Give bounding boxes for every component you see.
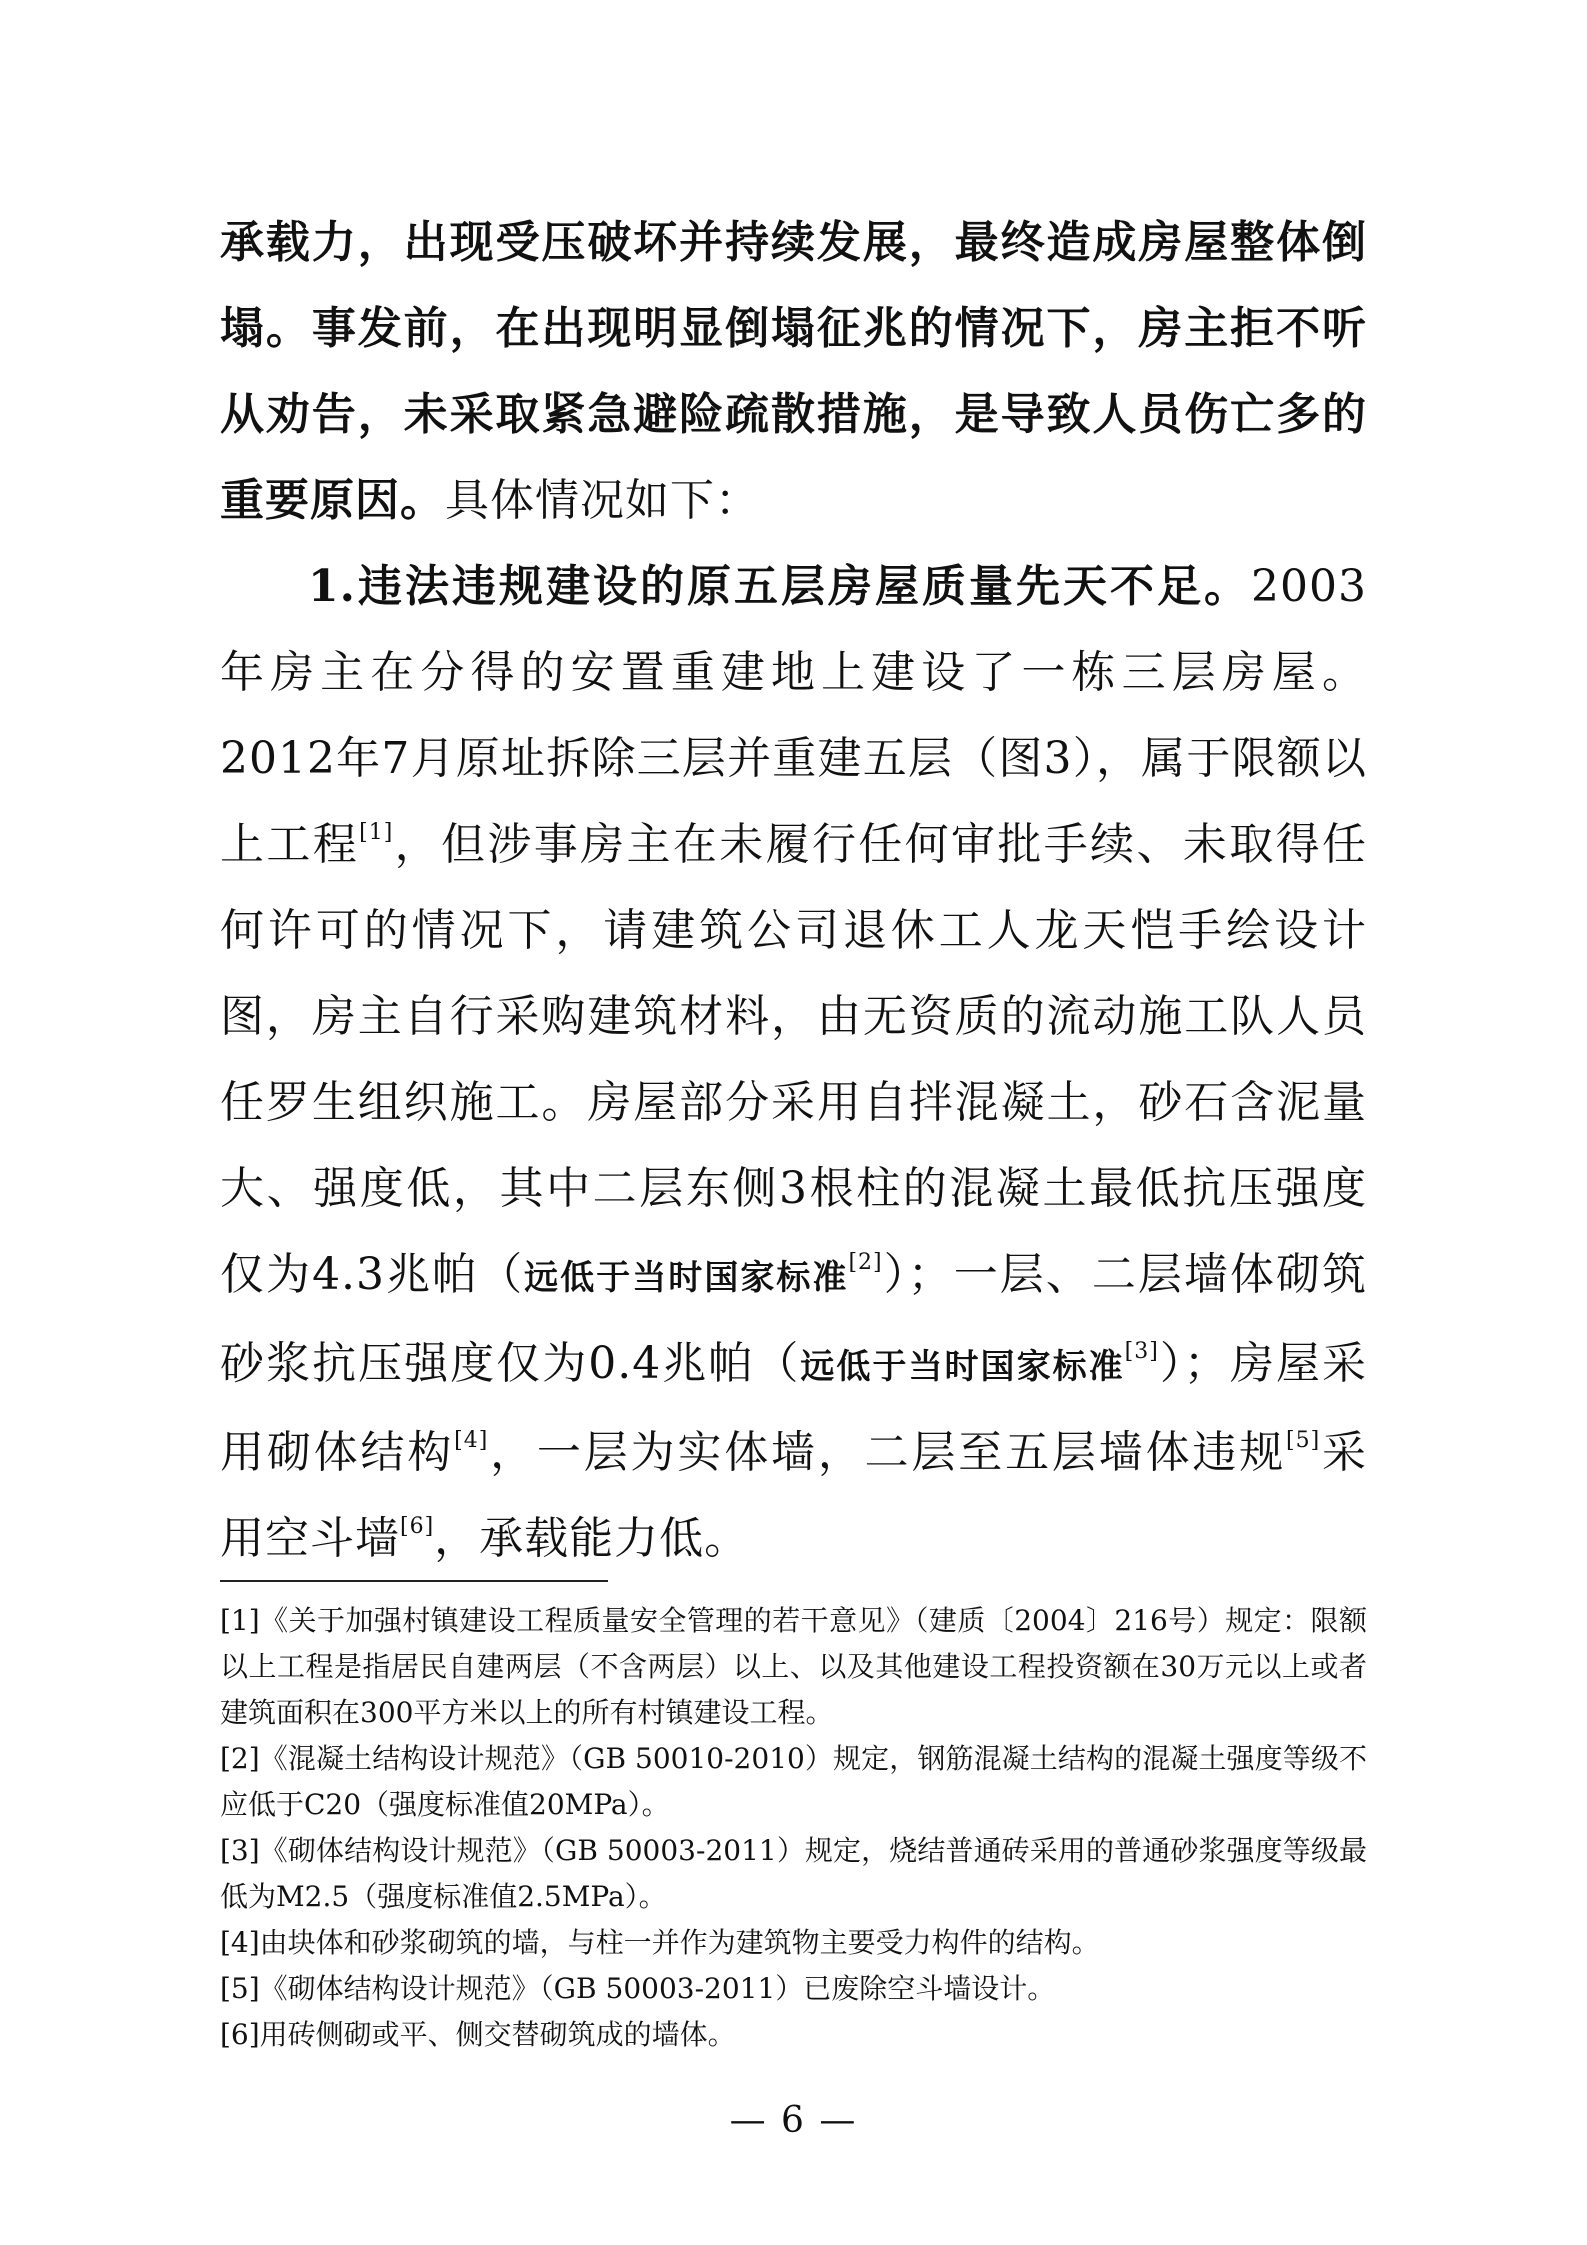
paragraph-2-heading: 1.违法违规建设的原五层房屋质量先天不足。	[308, 561, 1252, 612]
paragraph-2-text-g: ，承载能力低。	[434, 1513, 750, 1564]
footnote-ref-3[interactable]: [3]	[1124, 1339, 1159, 1364]
footnote-1: [1]《关于加强村镇建设工程质量安全管理的若干意见》（建质〔2004〕216号）规定：限额以上工程是指居民自建两层（不含两层）以上、以及其他建设工程投资额在30万元以上或者建筑面积在300平方米以上的所有村镇建设工程。	[220, 1604, 1367, 1729]
footnote-ref-6[interactable]: [6]	[400, 1514, 435, 1539]
paragraph-1-rest: 具体情况如下：	[445, 475, 760, 526]
note-3: 远低于当时国家标准	[800, 1347, 1125, 1387]
footnote-6: [6]用砖侧砌或平、侧交替砌筑成的墙体。	[220, 2018, 736, 2051]
footnote-4: [4]由块体和砂浆砌筑的墙，与柱一并作为建筑物主要受力构件的结构。	[220, 1926, 1100, 1959]
footnote-ref-4[interactable]: [4]	[454, 1428, 489, 1453]
paragraph-2-text-e: ，一层为实体墙，二层至五层墙体违规	[488, 1427, 1287, 1478]
paragraph-2	[220, 544, 1367, 1582]
footnote-divider	[220, 1580, 608, 1582]
paragraph-1	[220, 200, 1367, 544]
footnote-3: [3]《砌体结构设计规范》（GB 50003-2011）规定，烧结普通砖采用的普通砂浆强度等级最低为M2.5（强度标准值2.5MPa）。	[220, 1834, 1367, 1913]
paragraph-2-text-d: ）；房屋采用砌体结构	[220, 1338, 1368, 1478]
paragraph-2-text-a: 2003年房主在分得的安置重建地上建设了一栋三层房屋。2012年7月原址拆除三层并重建五层（图3），属于限额以上工程	[220, 561, 1367, 870]
footnote-ref-2[interactable]: [2]	[848, 1250, 883, 1275]
footnote-ref-1[interactable]: [1]	[359, 820, 394, 845]
footnotes	[220, 1598, 1367, 2058]
paragraph-2-text-b: ，但涉事房主在未履行任何审批手续、未取得任何许可的情况下，请建筑公司退休工人龙天恺手绘设计图，房主自行采购建筑材料，由无资质的流动施工队人员任罗生组织施工。房屋部分采用自拌混凝土，砂石含泥量大、强度低，其中二层东侧3根柱的混凝土最低抗压强度仅为4.3兆帕（	[220, 819, 1368, 1300]
footnote-5: [5]《砌体结构设计规范》（GB 50003-2011）已废除空斗墙设计。	[220, 1972, 1056, 2005]
paragraph-2-text-f: 采用空斗墙	[220, 1427, 1368, 1564]
body-text	[220, 200, 1367, 1582]
footnote-2: [2]《混凝土结构设计规范》（GB 50010-2010）规定，钢筋混凝土结构的混凝土强度等级不应低于C20（强度标准值20MPa）。	[220, 1742, 1367, 1821]
paragraph-1-bold: 承载力，出现受压破坏并持续发展，最终造成房屋整体倒塌。事发前，在出现明显倒塌征兆的情况下，房主拒不听从劝告，未采取紧急避险疏散措施，是导致人员伤亡多的重要原因。	[220, 217, 1367, 526]
note-2: 远低于当时国家标准	[524, 1258, 849, 1298]
footnote-ref-5[interactable]: [5]	[1286, 1428, 1321, 1453]
page-number: — 6 —	[729, 2100, 858, 2141]
paragraph-2-text-c: ）；一层、二层墙体砌筑砂浆抗压强度仅为0.4兆帕（	[220, 1249, 1367, 1389]
